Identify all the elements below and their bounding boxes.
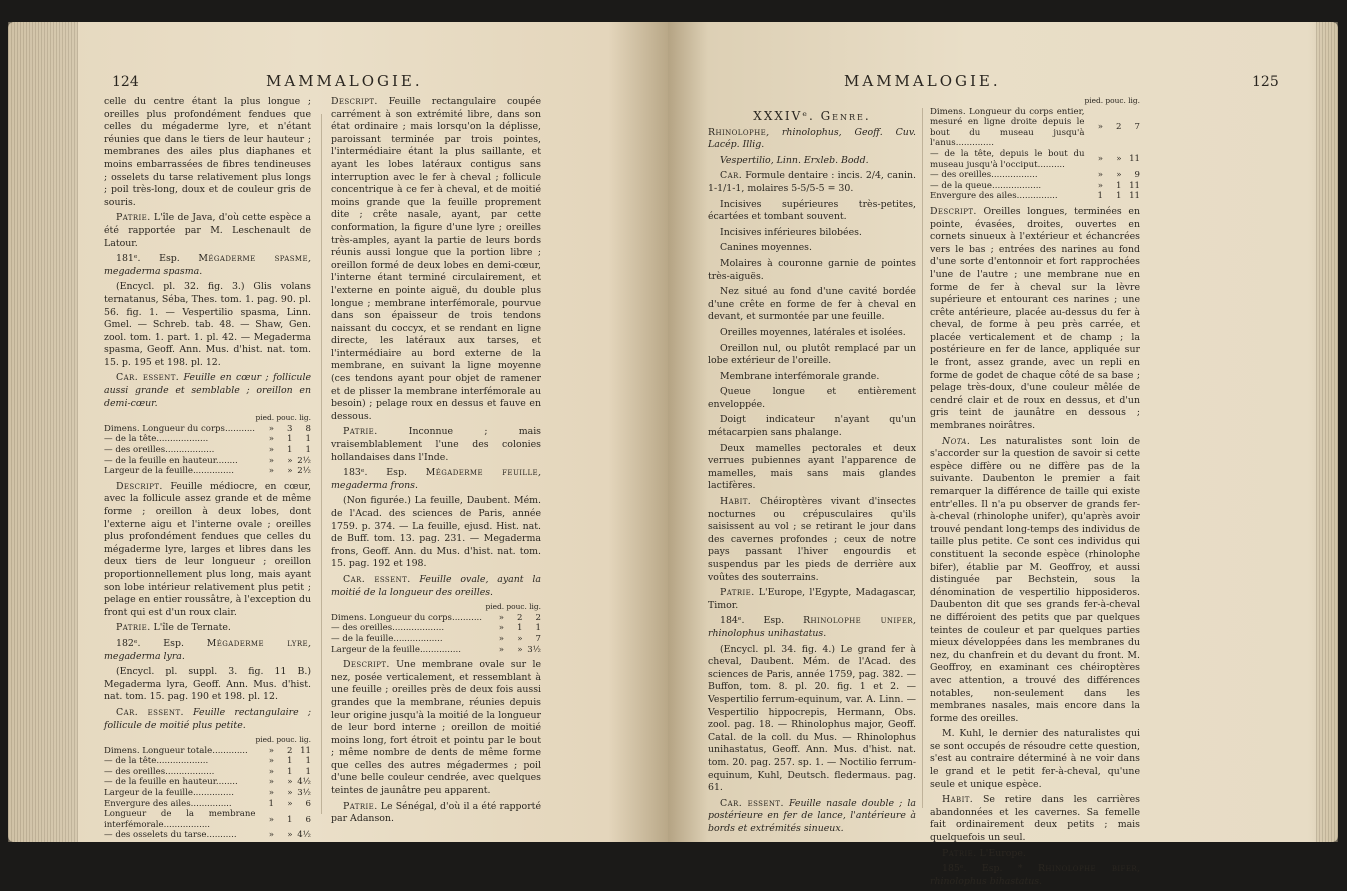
measurements-table — [331, 602, 541, 655]
measure-row: — des oreilles.................. » 1 1 — [104, 445, 311, 456]
essential-characters: Car. essent. Feuille en cœur ; follicule aussi grande et semblable ; oreillon en demi-cœur. — [104, 372, 311, 409]
measure-row: Largeur de la feuille............... » » 3½ — [104, 788, 311, 799]
page-edges-left — [8, 22, 78, 842]
measurements-table — [104, 735, 311, 841]
running-head-left: MAMMALOGIE. — [266, 72, 423, 90]
measure-row: Envergure des ailes............... 1 » 6 — [104, 798, 311, 809]
measure-row: Dimens. Longueur du corps entier, mesuré en ligne droite depuis le bout du museau jusqu'à l'anus.............. » 2 7 — [930, 106, 1140, 149]
dental-formula: Car. Formule dentaire : incis. 2/4, canin. 1-1/1-1, molaires 5-5/5-5 = 30. — [708, 170, 916, 194]
measure-row: — des osselets du tarse........... » » 4½ — [104, 830, 311, 841]
species-heading: 183ᵉ. Esp. Mégaderme feuille, megaderma frons. — [331, 467, 541, 491]
essential-characters: Car. essent. Feuille rectangulaire ; follicule de moitié plus petite. — [104, 706, 311, 731]
synonymy: (Encycl. pl. suppl. 3. fig. 11 B.) Megaderma lyra, Geoff. Ann. Mus. d'hist. nat. tom. 15. pag. 190 et 198. pl. 12. — [104, 666, 311, 703]
measure-row: Longueur de la membrane interfémorale................. » 1 6 — [104, 809, 311, 830]
measure-units: pied. pouc. lig. — [255, 735, 311, 745]
measure-units: pied. pouc. lig. — [255, 413, 311, 423]
essential-characters: Car. essent. Feuille nasale double ; la postérieure en fer de lance, l'antérieure à bords et extrémités sinueux. — [708, 797, 916, 834]
paragraph: Patrie. Inconnue ; mais vraisemblablement l'une des colonies hollandaises dans l'Inde. — [331, 426, 541, 463]
character-line: Oreillon nul, ou plutôt remplacé par un lobe extérieur de l'oreille. — [708, 342, 916, 367]
right-column-1 — [708, 108, 916, 838]
left-column-2 — [331, 96, 541, 829]
species-heading: 185ᵉ. Esp. * Rhinolophe bifer, rhinolophus bihastatus. — [930, 863, 1140, 887]
synonymy: Vespertilio, Linn. Erxleb. Bodd. — [720, 154, 869, 166]
description: Descript. Oreilles longues, terminées en pointe, évasées, droites, ouvertes en cornets sinueux à l'extérieur et échancrées vers le bas ; entrées des narines au fond d'une sorte d'entonnoir et fort rapprochées l'une de l'autre ; une membrane nue en forme de fer à cheval sur la lèvre supérieure et entourant ces narines ; une crête antérieure, placée au-dessus du fer à cheval, de forme à peu près carrée, et placée verticalement et de champ ; la postérieure en fer de lance, appliquée sur le front, assez grande, avec un repli en forme de godet de chaque côté de sa base ; pelage très-doux, d'une couleur mêlée de cendré clair et de roux en dessus, et d'un gris teint de jaunâtre en dessous ; membranes noirâtres. — [930, 205, 1140, 432]
running-head-right: MAMMALOGIE. — [844, 72, 1001, 90]
character-line: Queue longue et entièrement enveloppée. — [708, 386, 916, 410]
character-line: Nez situé au fond d'une cavité bordée d'une crête en forme de fer à cheval en devant, et surmontée par une feuille. — [708, 286, 916, 323]
page-edges-right — [1316, 22, 1338, 842]
paragraph: Patrie. L'île de Java, d'où cette espèce a été rapportée par M. Leschenault de Latour. — [104, 212, 311, 249]
species-heading: 182ᵉ. Esp. Mégaderme lyre, megaderma lyra. — [104, 637, 311, 662]
species-heading: 184ᵉ. Esp. Rhinolophe unifer, rhinolophus unihastatus. — [708, 615, 916, 639]
measure-units: pied. pouc. lig. — [485, 602, 541, 612]
character-line: Molaires à couronne garnie de pointes très-aiguës. — [708, 257, 916, 282]
measure-units: pied. pouc. lig. — [1084, 96, 1140, 105]
essential-characters: Car. essent. Feuille ovale, ayant la moitié de la longueur des oreilles. — [331, 573, 541, 598]
nota: Nota. Les naturalistes sont loin de s'accorder sur la question de savoir si cette espèce diffère ou ne diffère pas de la suivante. Daubenton le premier a fait remarquer la différence de taille qui existe entr'elles. Il n'a pu observer de grands fer-à-cheval (rhinolophe unifer), qu'après avoir trouvé pendant long-temps des individus de taille plus petite. Ce sont ces individus qui constituent la seconde espèce (rhinolophe bifer), établie par M. Geoffroy, et aussi distinguée par Bechstein, sous la dénomination de vespertilio hipposideros. Daubenton dit que ses grands fer-à-cheval ne différoient des petits que par quelques teintes de couleur et par quelques parties mieux développées dans les membranes du nez, du chanfrein et du devant du front. M. Geoffroy, en examinant ces chéiroptères avec attention, a trouvé des différences notables, non-seulement dans les membranes nasales, mais encore dans la forme des oreilles. — [930, 435, 1140, 724]
measure-row: — de la tête................... » 1 1 — [104, 434, 311, 445]
measure-row: — des oreilles.................. » 1 1 — [104, 766, 311, 777]
right-column-2 — [930, 96, 1140, 891]
measure-row: Largeur de la feuille............... » » 2½ — [104, 466, 311, 477]
measure-row: — de la tête, depuis le bout du museau jusqu'à l'occiput.......... » » 11 — [930, 148, 1140, 170]
description: Descript. Feuille rectangulaire coupée carrément à son extrémité libre, dans son état ordinaire ; mais lorsqu'on la déplisse, paroissant terminée par trois pointes, l'intermédiaire étant la plus saillante, et ayant les lobes latéraux contigus sans interruption avec le fer à cheval ; follicule concentrique à ce fer à cheval, et de moitié moins grande que la feuille proprement dite ; crête nasale, ayant, par cette conformation, la figure d'une lyre ; oreilles très-amples, ayant la partie de leurs bords réunis aussi longue que la portion libre ; oreillon formé de deux lobes en demi-cœur, l'interne étant terminé circulairement, et l'externe en pointe aiguë, du double plus longue ; membrane interfémorale, pourvue dans son épaisseur de trois tendons naissant du coccyx, et se rendant en ligne directe, les latéraux aux tarses, et l'intermédiaire au bord externe de la membrane, en suivant la ligne moyenne (ces tendons ayant pour objet de ramener et de plisser la membrane interfémorale au besoin) ; pelage roux en dessus et fauve en dessous. — [331, 96, 541, 422]
paragraph: Patrie. Le Sénégal, d'où il a été rapporté par Adanson. — [331, 800, 541, 825]
left-page — [8, 22, 668, 842]
habitat: Habit. Chéiroptères vivant d'insectes nocturnes ou crépusculaires qu'ils saisissent au vol ; se retirant le jour dans des cavernes profondes ; ceux de notre pays passant l'hiver engourdis et suspendus par les pieds de derrière aux voûtes des souterrains. — [708, 496, 916, 583]
character-line: Doigt indicateur n'ayant qu'un métacarpien sans phalange. — [708, 414, 916, 439]
right-page — [668, 22, 1338, 887]
genus-heading: XXXIVᵉ. Genre. — [753, 109, 871, 123]
measure-row: — de la queue.................. » 1 11 — [930, 180, 1140, 191]
character-line: Deux mamelles pectorales et deux verrues pubiennes ayant l'apparence de mamelles, mais sans mais glandes lactifères. — [708, 442, 916, 492]
measure-row: Largeur de la feuille............... » » 3½ — [331, 644, 541, 655]
paragraph: celle du centre étant la plus longue ; oreilles plus profondément fendues que celles du mégaderme lyre, et n'étant réunies que dans le tiers de leur hauteur ; membranes des ailes plus diaphanes et moins embarrassées de fibres tendineuses ; osselets du tarse relativement plus longs ; poil très-long, doux et de couleur gris de souris. — [104, 96, 311, 208]
paragraph: Patrie. L'Europe. — [942, 847, 1026, 859]
synonymy: (Non figurée.) La feuille, Daubent. Mém. de l'Acad. des sciences de Paris, année 1759. p. 374. — La feuille, ejusd. Hist. nat. de Buff. tom. 13. pag. 231. — Megaderma frons, Geoff. Ann. du Mus. d'hist. nat. tom. 15. pag. 192 et 198. — [331, 495, 541, 570]
habitat: Habit. Se retire dans les carrières abandonnées et les cavernes. Sa femelle fait ordinairement deux petits ; mais quelquefois un seul. — [930, 794, 1140, 844]
measurements-table — [104, 413, 311, 477]
measure-row: — des oreilles................... » 1 1 — [331, 623, 541, 634]
synonymy: (Encycl. pl. 32. fig. 3.) Glis volans ternatanus, Séba, Thes. tom. 1. pag. 90. pl. 56. fig. 1. — Vespertilio spasma, Linn. Gmel. — Schreb. tab. 48. — Shaw, Gen. zool. tom. 1. part. 1. pl. 42. — Megaderma spasma, Geoff. Ann. Mus. d'hist. nat. tom. 15. p. 195 et 198. pl. 12. — [104, 281, 311, 368]
character-line: Incisives supérieures très-petites, écartées et tombant souvent. — [708, 198, 916, 223]
column-rule — [922, 108, 923, 808]
measure-row: — des oreilles................. » » 9 — [930, 170, 1140, 181]
measure-row: Dimens. Longueur totale............. » 2 11 — [104, 745, 311, 756]
character-line: Oreilles moyennes, latérales et isolées. — [720, 326, 906, 338]
character-line: Membrane interfémorale grande. — [720, 370, 880, 382]
left-column-1 — [104, 96, 311, 845]
description: Descript. Feuille médiocre, en cœur, avec la follicule assez grande et de même forme ; oreillon à deux lobes, dont l'externe aigu et l'interne ovale ; oreilles plus profondément fendues que celles du mégaderme lyre, larges et libres dans les deux tiers de leur longueur ; oreillon proportionnellement plus long, mais ayant son lobe intérieur relativement plus petit ; pelage en entier roussâtre, à l'exception du front qui est d'un roux clair. — [104, 480, 311, 618]
species-heading: 181ᵉ. Esp. Mégaderme spasme, megaderma spasma. — [104, 253, 311, 277]
measure-row: — de la feuille.................. » » 7 — [331, 633, 541, 644]
measure-row: — de la feuille en hauteur........ » » 2½ — [104, 455, 311, 466]
measure-row: — de la tête................... » 1 1 — [104, 756, 311, 767]
paragraph: Patrie. L'île de Ternate. — [116, 622, 231, 634]
synonymy: (Encycl. pl. 34. fig. 4.) Le grand fer à cheval, Daubent. Mém. de l'Acad. des sciences de Paris, année 1759, pag. 382. — Buffon, tom. 8. pl. 20. fig. 1 et 2. — Vespertilio ferrum-equinum, var. A. Linn. — Vespertilio hippocrepis, Hermann, Obs. zool. pag. 18. — Rhinolophus major, Geoff. Catal. de la coll. du Mus. — Rhinolophus unihastatus, Geoff. Ann. Mus. d'hist. nat. tom. 20. pag. 257. sp. 1. — Noctilio ferrum-equinum, Kuhl, Deutsch. fledermaus. pag. 61. — [708, 643, 916, 794]
paragraph: M. Kuhl, le dernier des naturalistes qui se sont occupés de résoudre cette question, s'est au contraire déterminé à ne voir dans le grand et le petit fer-à-cheval, qu'une seule et unique espèce. — [930, 728, 1140, 790]
page-number-left: 124 — [112, 74, 139, 90]
genus-name: Rhinolophe, rhinolophus, Geoff. Cuv. Lacép. Illig. — [708, 126, 916, 151]
open-book — [8, 22, 1338, 887]
paragraph: Patrie. L'Europe, l'Egypte, Madagascar, Timor. — [708, 587, 916, 611]
measure-row: Dimens. Longueur du corps........... » 2 2 — [331, 612, 541, 623]
column-rule — [321, 114, 322, 814]
measure-row: Dimens. Longueur du corps........... » 3 8 — [104, 423, 311, 434]
description: Descript. Une membrane ovale sur le nez, posée verticalement, et ressemblant à une feuille ; oreilles près de deux fois aussi grandes que la membrane, réunies depuis leur origine jusqu'à la moitié de la longueur de leur bord interne ; oreillon de moitié moins long, fort étroit et pointu par le bout ; même nombre de dents de même forme que celles des autres mégadermes ; poil d'une belle couleur cendrée, avec quelques teintes de jaunâtre peu apparent. — [331, 659, 541, 797]
measurements-table — [930, 96, 1140, 202]
page-number-right: 125 — [1252, 74, 1279, 90]
character-line: Canines moyennes. — [720, 242, 812, 254]
measure-row: — de la feuille en hauteur........ » » 4½ — [104, 777, 311, 788]
measure-row: Envergure des ailes............... 1 1 11 — [930, 191, 1140, 202]
character-line: Incisives inférieures bilobées. — [720, 226, 862, 238]
